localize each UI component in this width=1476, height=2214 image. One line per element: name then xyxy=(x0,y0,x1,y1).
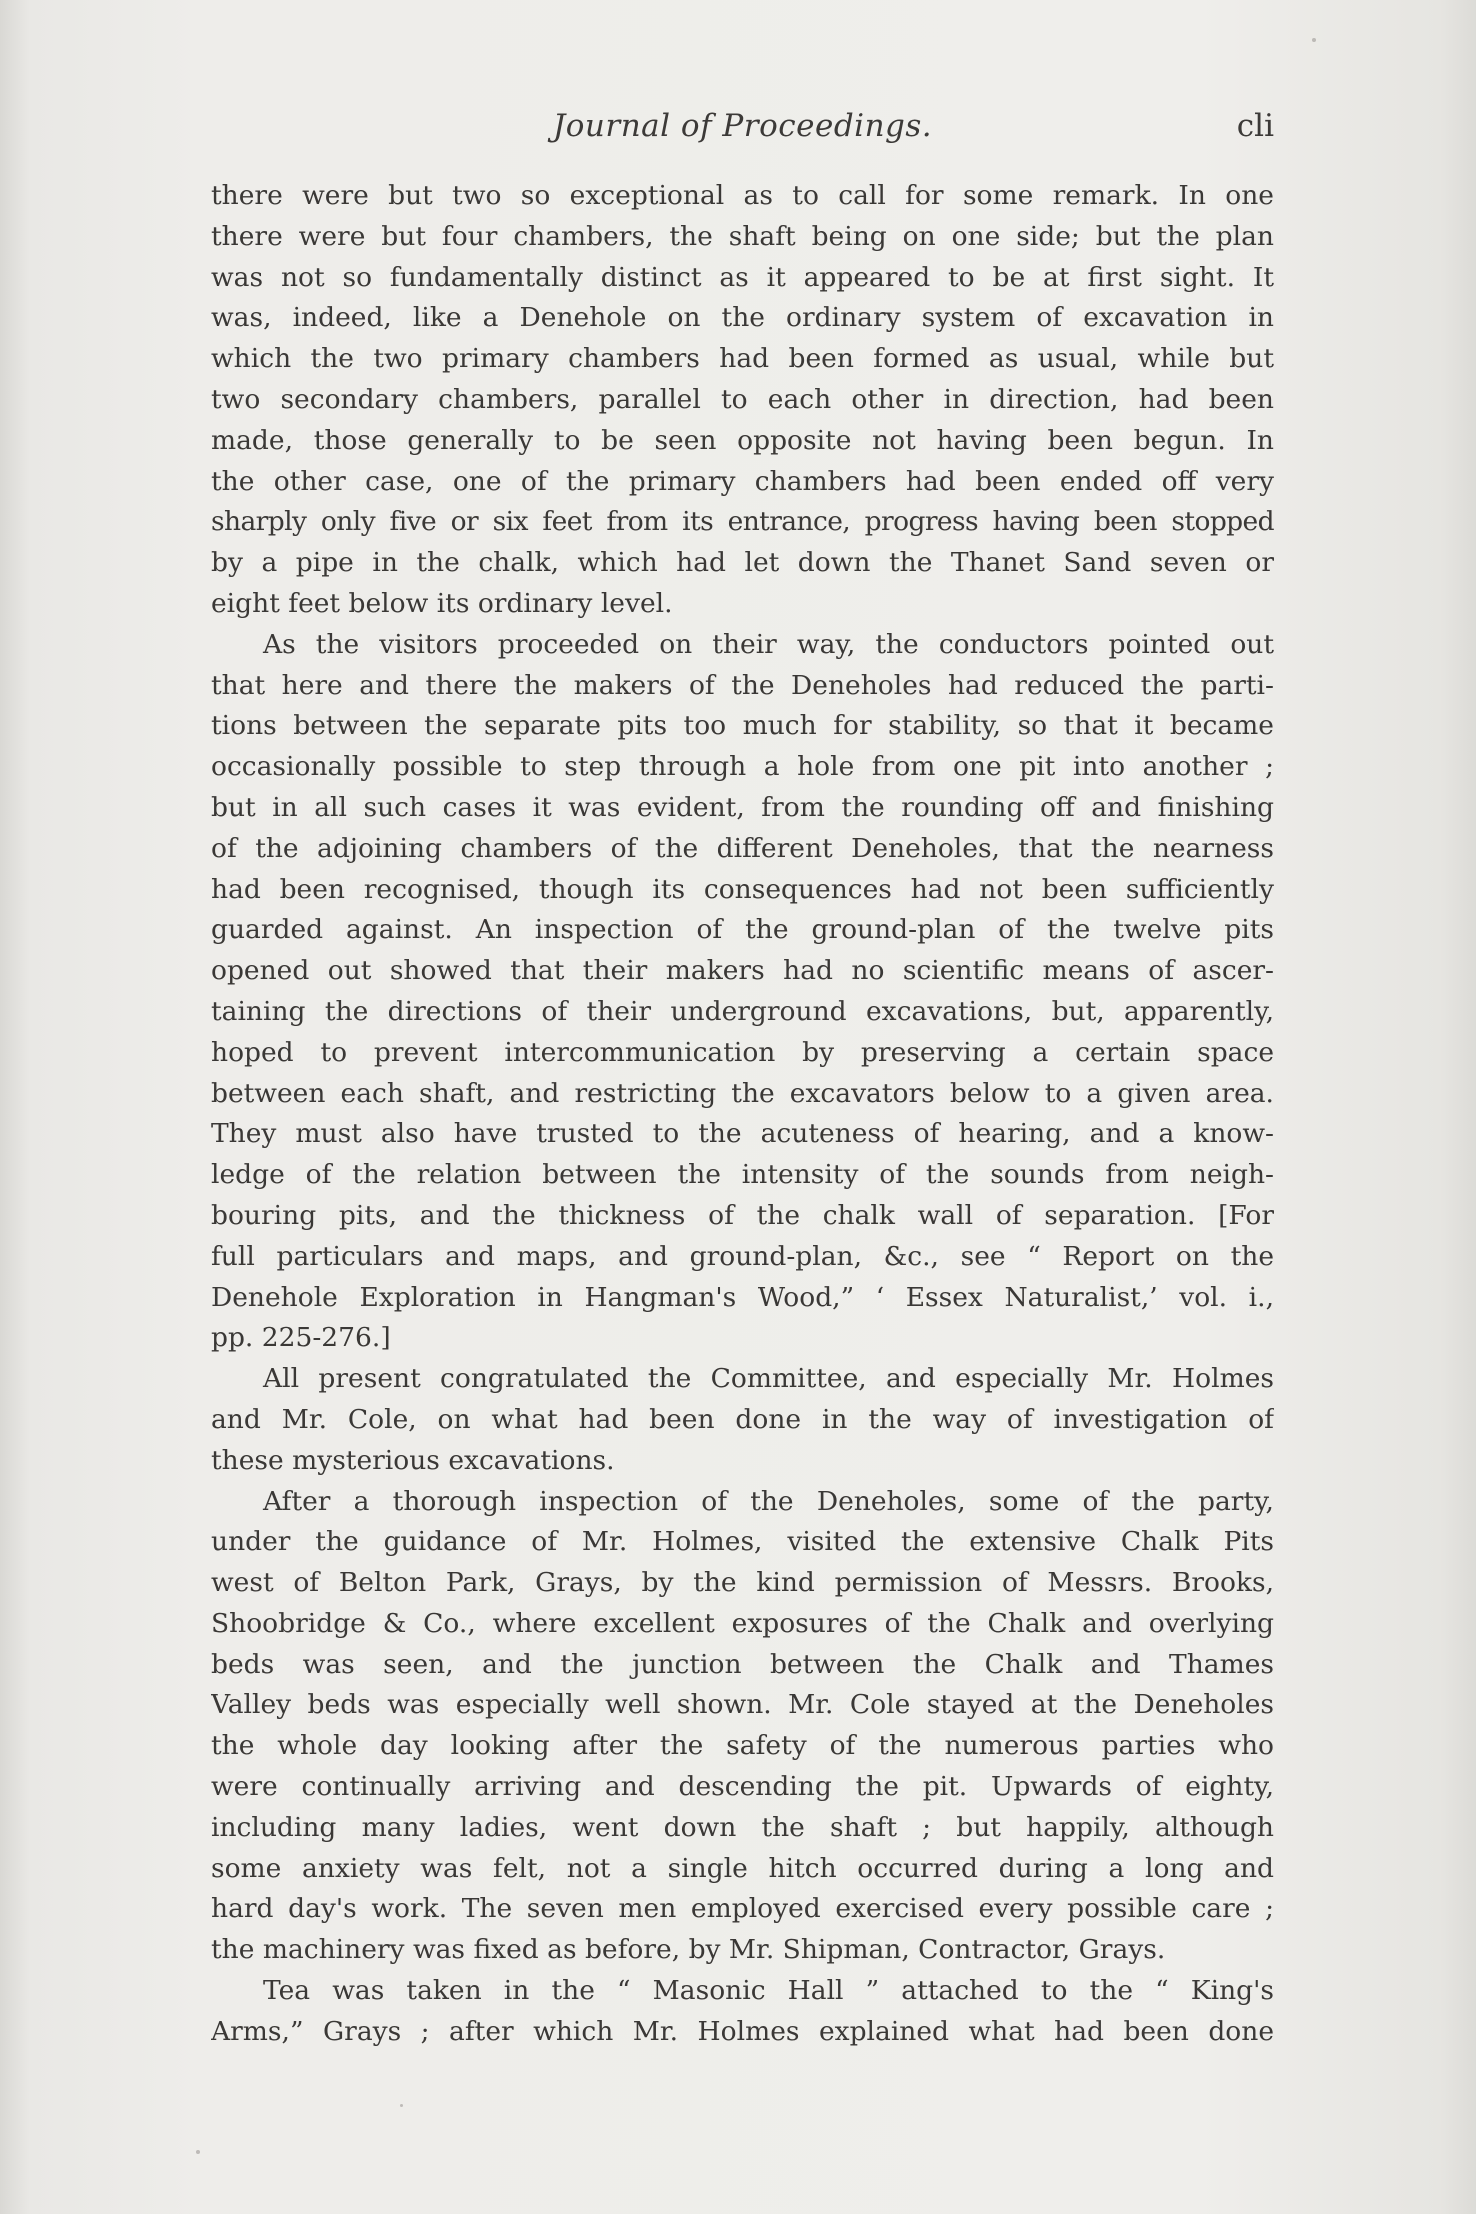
page-number: cli xyxy=(1236,108,1274,144)
text-line: hoped to prevent intercommunication by preserving a certain space xyxy=(211,1036,1274,1068)
text-line: and Mr. Cole, on what had been done in the way of investigation of xyxy=(211,1403,1274,1435)
text-line: made, those generally to be seen opposite not having been begun. In xyxy=(211,424,1274,456)
body-text xyxy=(211,176,1274,2053)
paper-speck xyxy=(400,2104,403,2107)
page-header xyxy=(211,108,1274,158)
text-line: of the adjoining chambers of the different Deneholes, that the nearness xyxy=(211,832,1274,864)
text-line: pp. 225-276.] xyxy=(211,1322,391,1354)
text-line: beds was seen, and the junction between the Chalk and Thames xyxy=(211,1648,1274,1680)
text-line: ledge of the relation between the intensity of the sounds from neigh- xyxy=(211,1159,1274,1191)
text-line: which the two primary chambers had been formed as usual, while but xyxy=(211,343,1274,375)
text-line: full particulars and maps, and ground-plan, &c., see “ Report on the xyxy=(211,1240,1274,1272)
paragraph-first-line: As the visitors proceeded on their way, the conductors pointed out xyxy=(263,628,1274,660)
text-line: there were but four chambers, the shaft being on one side; but the plan xyxy=(211,220,1274,252)
paragraph-first-line: After a thorough inspection of the Deneholes, some of the party, xyxy=(263,1485,1274,1517)
text-line: between each shaft, and restricting the excavators below to a given area. xyxy=(211,1077,1274,1109)
text-line: the other case, one of the primary chambers had been ended off very xyxy=(211,465,1274,497)
paragraph-first-line: Tea was taken in the “ Masonic Hall ” attached to the “ King's xyxy=(263,1975,1274,2007)
text-line: under the guidance of Mr. Holmes, visited the extensive Chalk Pits xyxy=(211,1526,1274,1558)
text-line: that here and there the makers of the Deneholes had reduced the parti- xyxy=(211,669,1274,701)
text-line: there were but two so exceptional as to call for some remark. In one xyxy=(211,180,1274,211)
text-line: Arms,” Grays ; after which Mr. Holmes explained what had been done xyxy=(211,2015,1274,2047)
text-line: occasionally possible to step through a hole from one pit into another ; xyxy=(211,751,1274,783)
text-line: Valley beds was especially well shown. Mr. Cole stayed at the Deneholes xyxy=(211,1689,1274,1721)
paragraph-first-line: All present congratulated the Committee, and especially Mr. Holmes xyxy=(263,1363,1274,1395)
paper-speck xyxy=(1312,38,1316,42)
text-line: some anxiety was felt, not a single hitch occurred during a long and xyxy=(211,1852,1274,1884)
text-line: were continually arriving and descending the pit. Upwards of eighty, xyxy=(211,1771,1274,1803)
text-line: sharply only five or six feet from its entrance, progress having been stopped xyxy=(211,506,1274,538)
text-line: but in all such cases it was evident, from the rounding off and finishing xyxy=(211,791,1274,823)
text-line: guarded against. An inspection of the ground-plan of the twelve pits xyxy=(211,914,1274,946)
running-head: Journal of Proceedings. xyxy=(552,108,933,144)
text-line: eight feet below its ordinary level. xyxy=(211,587,673,619)
text-line: opened out showed that their makers had no scientific means of ascer- xyxy=(211,955,1274,987)
text-line: bouring pits, and the thickness of the chalk wall of separation. [For xyxy=(211,1199,1274,1231)
text-line: by a pipe in the chalk, which had let down the Thanet Sand seven or xyxy=(211,547,1274,579)
text-line: taining the directions of their underground excavations, but, apparently, xyxy=(211,995,1274,1027)
text-line: was, indeed, like a Denehole on the ordinary system of excavation in xyxy=(211,302,1274,334)
paper-speck xyxy=(196,2150,200,2154)
text-line: Shoobridge & Co., where excellent exposures of the Chalk and overlying xyxy=(211,1607,1274,1639)
text-line: They must also have trusted to the acuteness of hearing, and a know- xyxy=(211,1118,1274,1150)
text-line: the machinery was fixed as before, by Mr. Shipman, Contractor, Grays. xyxy=(211,1934,1166,1966)
text-line: was not so fundamentally distinct as it appeared to be at first sight. It xyxy=(211,261,1274,293)
text-line: tions between the separate pits too much for stability, so that it became xyxy=(211,710,1274,742)
text-line: had been recognised, though its consequences had not been sufficiently xyxy=(211,873,1274,905)
text-line: hard day's work. The seven men employed exercised every possible care ; xyxy=(211,1893,1274,1925)
text-line: including many ladies, went down the shaft ; but happily, although xyxy=(211,1811,1274,1843)
text-line: west of Belton Park, Grays, by the kind permission of Messrs. Brooks, xyxy=(211,1567,1274,1599)
text-line: two secondary chambers, parallel to each other in direction, had been xyxy=(211,383,1274,415)
text-line: Denehole Exploration in Hangman's Wood,” ‘ Essex Naturalist,’ vol. i., xyxy=(211,1281,1274,1313)
text-line: these mysterious excavations. xyxy=(211,1444,615,1476)
text-line: the whole day looking after the safety of the numerous parties who xyxy=(211,1730,1274,1762)
